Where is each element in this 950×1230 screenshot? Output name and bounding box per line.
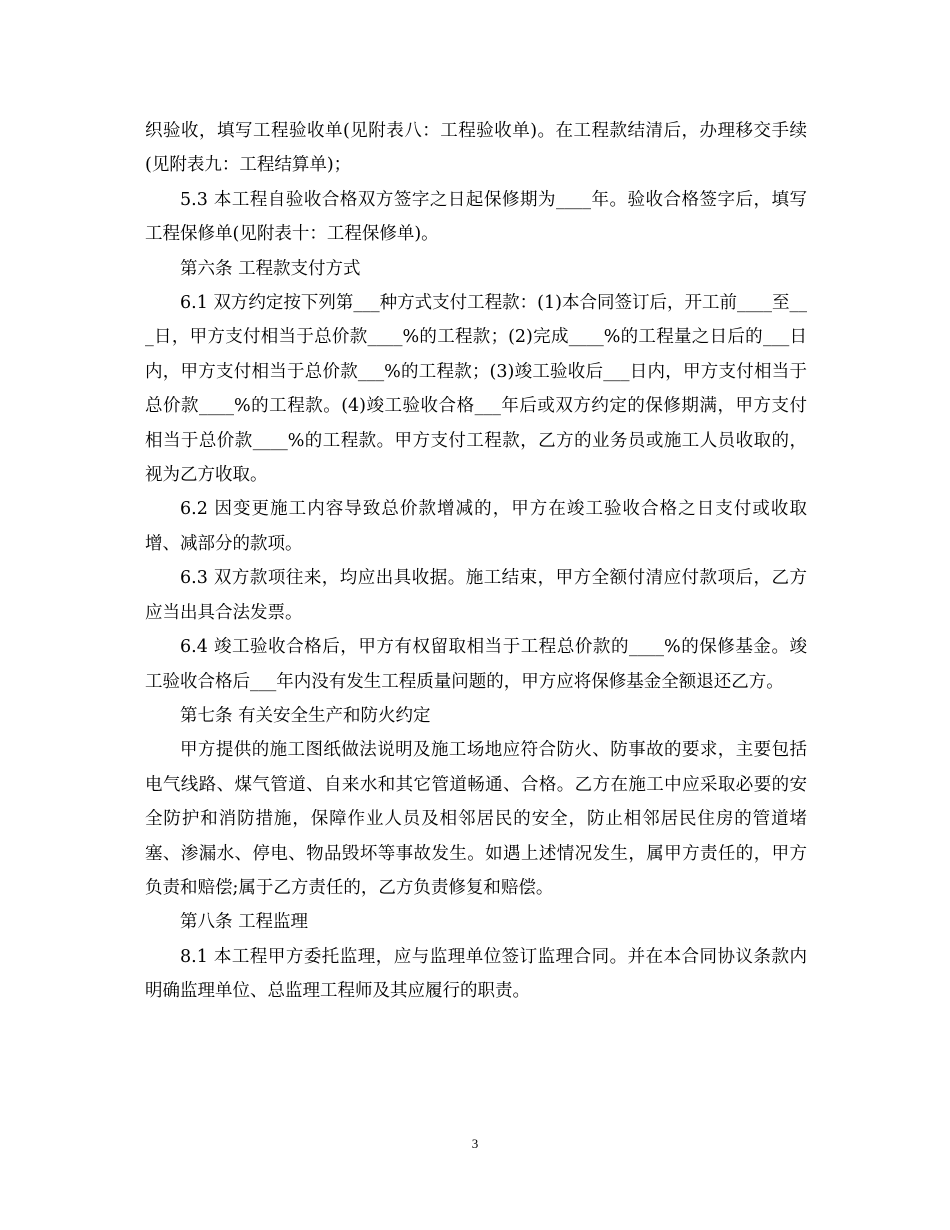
paragraph-5-3: 5.3 本工程自验收合格双方签字之日起保修期为____年。验收合格签字后，填写工程保修单(见附表十：工程保修单)。 — [145, 189, 807, 245]
paragraph-6-4: 6.4 竣工验收合格后，甲方有权留取相当于工程总价款的____%的保修基金。竣工验收合格后___年内没有发生工程质量问题的，甲方应将保修基金全额退还乙方。 — [145, 637, 807, 692]
paragraph-8-1: 8.1 本工程甲方委托监理，应与监理单位签订监理合同。并在本合同协议条款内明确监理单位、总监理工程师及其应履行的职责。 — [145, 946, 807, 1002]
article-6-heading: 第六条 工程款支付方式 — [180, 258, 361, 279]
paragraph-6-3: 6.3 双方款项往来，均应出具收据。施工结束，甲方全额付清应付款项后，乙方应当出具合法发票。 — [145, 568, 807, 623]
paragraph-7-body: 甲方提供的施工图纸做法说明及施工场地应符合防火、防事故的要求，主要包括电气线路、煤气管道、自来水和其它管道畅通、合格。乙方在施工中应采取必要的安全防护和消防措施，保障作业人员及相邻居民的安全，防止相邻居民住房的管道堵塞、渗漏水、停电、物品毁坏等事故发生。如遇上述情况发生，属甲方责任的，甲方负责和赔偿;属于乙方责任的，乙方负责修复和赔偿。 — [145, 740, 807, 898]
paragraph-6-2: 6.2 因变更施工内容导致总价款增减的，甲方在竣工验收合格之日支付或收取增、减部分的款项。 — [145, 499, 807, 554]
paragraph-6-1: 6.1 双方约定按下列第___种方式支付工程款：(1)本合同签订后，开工前____至___日，甲方支付相当于总价款____%的工程款；(2)完成____%的工程量之日后的___日内，甲方支付相当于总价款___%的工程款；(3)竣工验收后___日内，甲方支付相当于总价款____%的工程款。(4)竣工验收合格___年后或双方约定的保修期满，甲方支付相当于总价款____%的工程款。甲方支付工程款，乙方的业务员或施工人员收取的，视为乙方收取。 — [145, 293, 807, 486]
article-8-heading: 第八条 工程监理 — [180, 912, 309, 933]
paragraph-continuation: 织验收，填写工程验收单(见附表八：工程验收单)。在工程款结清后，办理移交手续(见附表九：工程结算单)； — [145, 121, 807, 176]
document-body — [145, 114, 807, 1009]
page-number: 3 — [471, 1136, 479, 1151]
article-7-heading: 第七条 有关安全生产和防火约定 — [180, 705, 431, 726]
